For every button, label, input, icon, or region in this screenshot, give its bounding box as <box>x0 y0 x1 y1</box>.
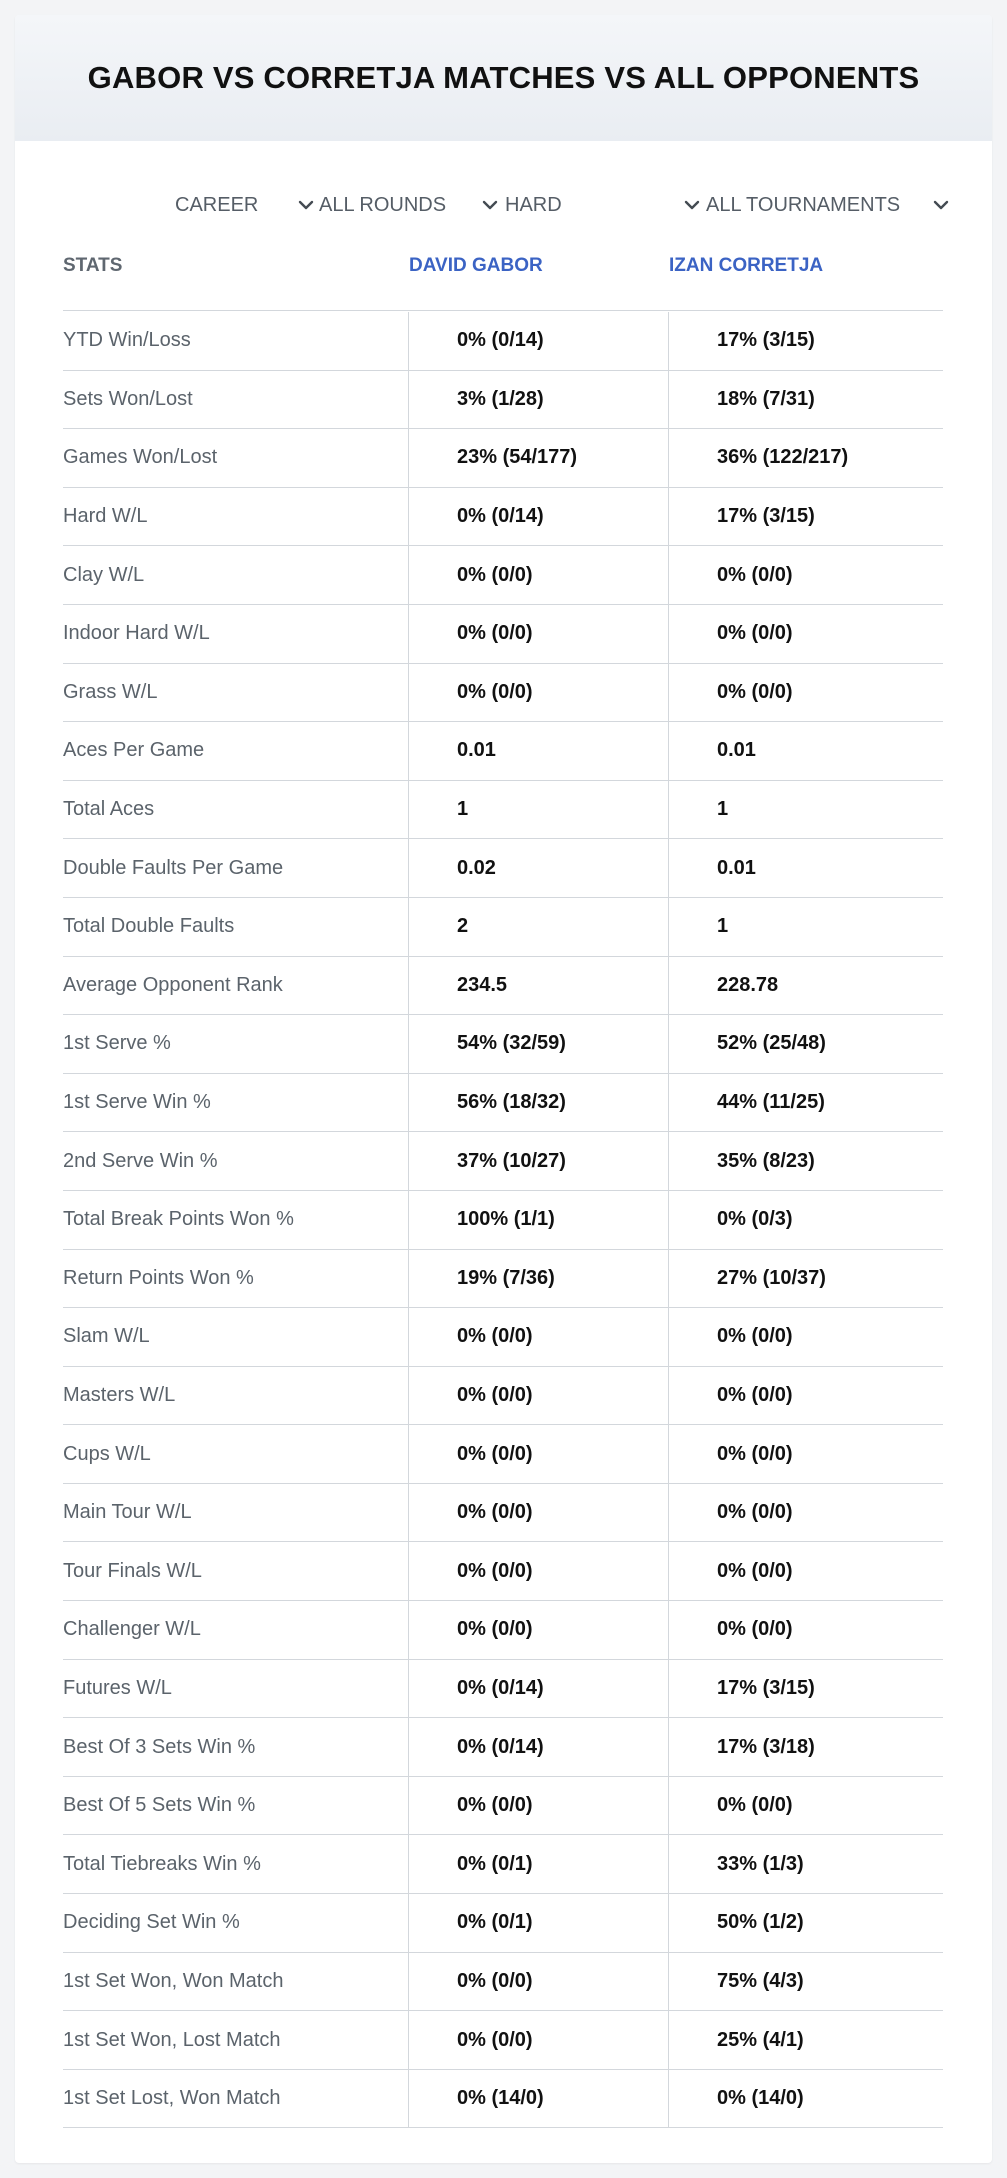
table-row <box>63 488 943 547</box>
surface-filter-value: HARD <box>505 193 562 216</box>
player1-stat-value: 2 <box>408 898 668 956</box>
stat-label: Tour Finals W/L <box>63 1559 202 1582</box>
round-filter-value: ALL ROUNDS <box>319 193 447 216</box>
table-row <box>63 2070 943 2129</box>
player1-stat-value: 1 <box>408 781 668 839</box>
table-row <box>63 781 943 840</box>
player1-stat-value: 0% (0/1) <box>408 1835 668 1893</box>
player2-stat-value: 0% (0/0) <box>668 1425 943 1483</box>
stats-card <box>15 15 992 2163</box>
table-row <box>63 546 943 605</box>
chevron-down-icon <box>481 196 499 214</box>
table-row <box>63 1660 943 1719</box>
player1-stat-value: 0% (14/0) <box>408 2070 668 2128</box>
stat-label: Average Opponent Rank <box>63 973 283 996</box>
player1-stat-value: 0% (0/14) <box>408 488 668 546</box>
stat-label: 1st Set Won, Won Match <box>63 1969 284 1992</box>
player2-stat-value: 0% (0/0) <box>668 1484 943 1542</box>
stats-table-body <box>63 312 943 2128</box>
table-row <box>63 1191 943 1250</box>
stat-label: 2nd Serve Win % <box>63 1149 218 1172</box>
player2-stat-value: 17% (3/15) <box>668 312 943 370</box>
period-filter[interactable] <box>175 187 315 223</box>
table-row <box>63 1425 943 1484</box>
player1-stat-value: 100% (1/1) <box>408 1191 668 1249</box>
table-row <box>63 605 943 664</box>
player2-stat-value: 25% (4/1) <box>668 2011 943 2069</box>
table-row <box>63 1250 943 1309</box>
player2-stat-value: 17% (3/15) <box>668 1660 943 1718</box>
player2-stat-value: 75% (4/3) <box>668 1953 943 2011</box>
table-row <box>63 1601 943 1660</box>
player2-stat-value: 0.01 <box>668 722 943 780</box>
stat-label: Aces Per Game <box>63 739 205 762</box>
stat-label: Grass W/L <box>63 680 158 703</box>
stat-label: 1st Serve Win % <box>63 1091 211 1114</box>
stat-label: Sets Won/Lost <box>63 387 193 410</box>
stat-label: Cups W/L <box>63 1442 151 1465</box>
page-title: GABOR VS CORRETJA MATCHES VS ALL OPPONENTS <box>87 60 920 95</box>
player2-stat-value: 0% (0/0) <box>668 664 943 722</box>
stat-label: 1st Set Won, Lost Match <box>63 2028 281 2051</box>
chevron-down-icon <box>932 196 950 214</box>
player1-stat-value: 0% (0/0) <box>408 1542 668 1600</box>
player1-column-header[interactable]: DAVID GABOR <box>409 255 543 276</box>
player1-stat-value: 0% (0/0) <box>408 1601 668 1659</box>
player1-stat-value: 0% (0/14) <box>408 312 668 370</box>
stats-column-header: STATS <box>63 255 123 276</box>
stat-label: Total Break Points Won % <box>63 1208 294 1231</box>
chevron-down-icon <box>297 196 315 214</box>
player2-stat-value: 0% (0/0) <box>668 1601 943 1659</box>
player1-stat-value: 54% (32/59) <box>408 1015 668 1073</box>
player2-stat-value: 0% (0/0) <box>668 546 943 604</box>
player1-stat-value: 0% (0/0) <box>408 546 668 604</box>
table-row <box>63 371 943 430</box>
player2-stat-value: 0% (0/0) <box>668 1367 943 1425</box>
stat-label: Futures W/L <box>63 1676 172 1699</box>
player1-stat-value: 0.02 <box>408 839 668 897</box>
table-row <box>63 898 943 957</box>
table-row <box>63 1308 943 1367</box>
stat-label: Masters W/L <box>63 1383 176 1406</box>
player2-stat-value: 0% (0/0) <box>668 1308 943 1366</box>
table-row <box>63 957 943 1016</box>
player1-stat-value: 0% (0/0) <box>408 2011 668 2069</box>
player2-stat-value: 33% (1/3) <box>668 1835 943 1893</box>
player2-stat-value: 0% (0/0) <box>668 605 943 663</box>
stat-label: Indoor Hard W/L <box>63 622 210 645</box>
round-filter[interactable] <box>319 187 499 223</box>
player1-stat-value: 0% (0/0) <box>408 664 668 722</box>
table-row <box>63 1484 943 1543</box>
player1-stat-value: 0.01 <box>408 722 668 780</box>
player2-stat-value: 44% (11/25) <box>668 1074 943 1132</box>
stat-label: Clay W/L <box>63 563 145 586</box>
player1-stat-value: 0% (0/0) <box>408 1367 668 1425</box>
table-row <box>63 1777 943 1836</box>
stat-label: Slam W/L <box>63 1325 150 1348</box>
chevron-down-icon <box>683 196 701 214</box>
player2-stat-value: 17% (3/15) <box>668 488 943 546</box>
player1-stat-value: 37% (10/27) <box>408 1132 668 1190</box>
stat-label: Main Tour W/L <box>63 1501 192 1524</box>
surface-filter[interactable] <box>505 187 701 223</box>
player2-stat-value: 17% (3/18) <box>668 1718 943 1776</box>
stat-label: Games Won/Lost <box>63 446 218 469</box>
player2-stat-value: 50% (1/2) <box>668 1894 943 1952</box>
player2-stat-value: 0% (0/3) <box>668 1191 943 1249</box>
player1-stat-value: 0% (0/0) <box>408 1953 668 2011</box>
table-row <box>63 722 943 781</box>
player1-stat-value: 234.5 <box>408 957 668 1015</box>
player1-stat-value: 0% (0/0) <box>408 605 668 663</box>
stat-label: Challenger W/L <box>63 1618 201 1641</box>
player2-stat-value: 228.78 <box>668 957 943 1015</box>
table-row <box>63 1132 943 1191</box>
stat-label: YTD Win/Loss <box>63 329 191 352</box>
table-row <box>63 1074 943 1133</box>
card-header <box>15 15 992 141</box>
player1-stat-value: 0% (0/0) <box>408 1308 668 1366</box>
stat-label: 1st Set Lost, Won Match <box>63 2087 281 2110</box>
table-row <box>63 1835 943 1894</box>
player2-column-header[interactable]: IZAN CORRETJA <box>669 255 824 276</box>
tournament-filter-value: ALL TOURNAMENTS <box>706 193 901 216</box>
stat-label: Total Double Faults <box>63 915 235 938</box>
player1-stat-value: 0% (0/1) <box>408 1894 668 1952</box>
player2-stat-value: 0% (14/0) <box>668 2070 943 2128</box>
table-row <box>63 429 943 488</box>
player2-stat-value: 27% (10/37) <box>668 1250 943 1308</box>
table-row <box>63 2011 943 2070</box>
player2-stat-value: 0% (0/0) <box>668 1542 943 1600</box>
player1-stat-value: 0% (0/0) <box>408 1777 668 1835</box>
player1-stat-value: 0% (0/0) <box>408 1425 668 1483</box>
table-row <box>63 839 943 898</box>
player1-stat-value: 0% (0/14) <box>408 1660 668 1718</box>
stat-label: Total Aces <box>63 798 155 821</box>
player1-stat-value: 0% (0/0) <box>408 1484 668 1542</box>
player2-stat-value: 0.01 <box>668 839 943 897</box>
table-row <box>63 1953 943 2012</box>
table-row <box>63 1894 943 1953</box>
stat-label: Double Faults Per Game <box>63 856 284 879</box>
tournament-filter[interactable] <box>706 187 950 223</box>
stat-label: 1st Serve % <box>63 1032 171 1055</box>
table-row <box>63 1015 943 1074</box>
table-row <box>63 312 943 371</box>
stat-label: Hard W/L <box>63 505 148 528</box>
player2-stat-value: 36% (122/217) <box>668 429 943 487</box>
player2-stat-value: 35% (8/23) <box>668 1132 943 1190</box>
table-header <box>63 251 943 311</box>
period-filter-value: CAREER <box>175 193 259 216</box>
table-row <box>63 1542 943 1601</box>
stat-label: Best Of 5 Sets Win % <box>63 1794 256 1817</box>
player2-stat-value: 52% (25/48) <box>668 1015 943 1073</box>
player1-stat-value: 3% (1/28) <box>408 371 668 429</box>
player1-stat-value: 19% (7/36) <box>408 1250 668 1308</box>
table-row <box>63 664 943 723</box>
player1-stat-value: 23% (54/177) <box>408 429 668 487</box>
table-row <box>63 1367 943 1426</box>
stat-label: Best Of 3 Sets Win % <box>63 1735 256 1758</box>
stat-label: Total Tiebreaks Win % <box>63 1852 261 1875</box>
player2-stat-value: 18% (7/31) <box>668 371 943 429</box>
stat-label: Deciding Set Win % <box>63 1911 240 1934</box>
stat-label: Return Points Won % <box>63 1266 254 1289</box>
player1-stat-value: 56% (18/32) <box>408 1074 668 1132</box>
player2-stat-value: 0% (0/0) <box>668 1777 943 1835</box>
table-row <box>63 1718 943 1777</box>
filter-bar <box>15 187 992 223</box>
player2-stat-value: 1 <box>668 781 943 839</box>
player1-stat-value: 0% (0/14) <box>408 1718 668 1776</box>
player2-stat-value: 1 <box>668 898 943 956</box>
